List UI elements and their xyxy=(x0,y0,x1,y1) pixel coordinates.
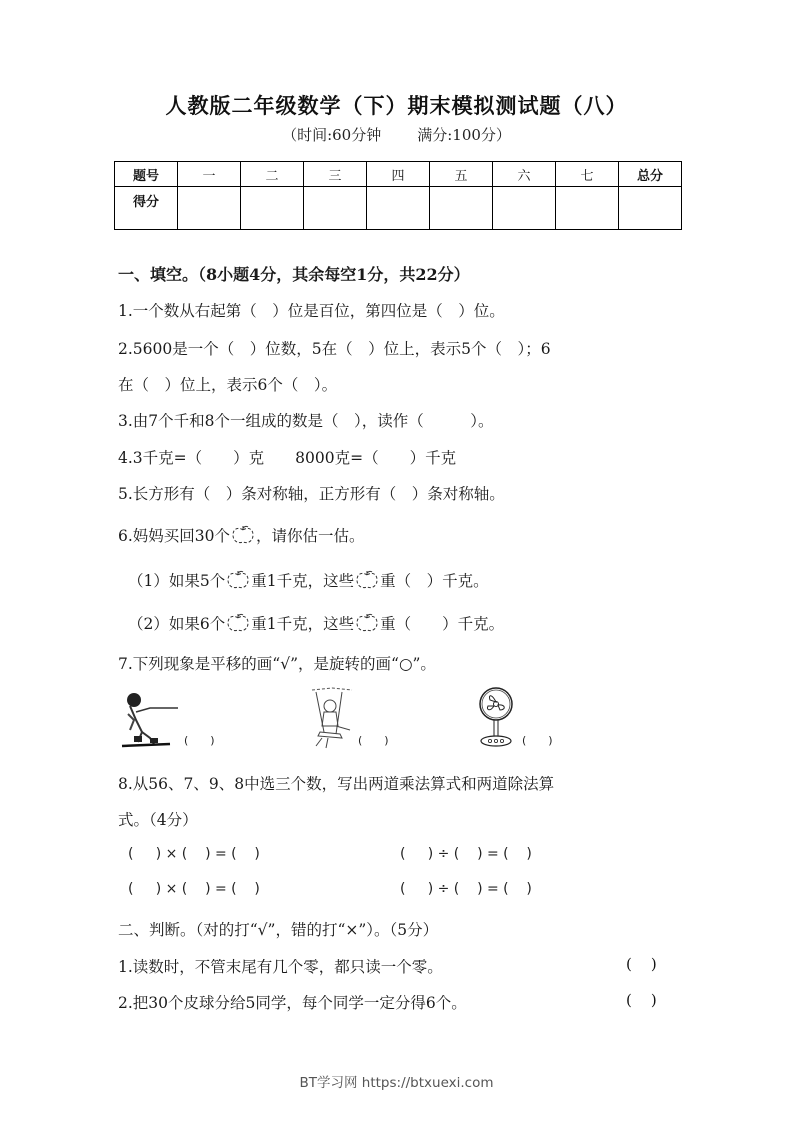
q6-sub1-a: （1）如果5个 xyxy=(128,572,226,590)
score-table-col: 六 xyxy=(493,162,556,187)
question-1-1: 1.一个数从右起第（ ）位是百位，第四位是（ ）位。 xyxy=(118,302,505,320)
score-cell[interactable] xyxy=(430,187,493,230)
multiplication-equation-2[interactable]: ( ) × ( ) = ( ) xyxy=(128,881,260,897)
question-1-6 xyxy=(118,524,365,546)
section2-heading: 二、判断。（对的打“√”，错的打“×”）。（5分） xyxy=(118,921,439,939)
apple-icon xyxy=(225,613,251,633)
score-cell[interactable] xyxy=(178,187,241,230)
q6-sub2-c: 重（ ）千克。 xyxy=(380,615,505,633)
score-cell[interactable] xyxy=(619,187,682,230)
section1-heading: 一、填空。（8小题4分，其余每空1分，共22分） xyxy=(118,265,470,284)
score-cell[interactable] xyxy=(367,187,430,230)
score-table-col: 一 xyxy=(178,162,241,187)
score-table-col: 七 xyxy=(556,162,619,187)
division-equation-2[interactable]: ( ) ÷ ( ) = ( ) xyxy=(400,881,532,897)
question-1-6-sub1 xyxy=(128,569,489,591)
multiplication-equation-1[interactable]: ( ) × ( ) = ( ) xyxy=(128,846,260,862)
time-limit: （时间:60分钟 xyxy=(282,126,382,144)
footer-watermark: BT学习网 https://btxuexi.com xyxy=(299,1075,494,1091)
question-1-4: 4.3千克=（ ）克 8000克=（ ）千克 xyxy=(118,449,457,467)
question-2-1: 1.读数时，不管末尾有几个零，都只读一个零。 xyxy=(118,958,443,976)
exam-info xyxy=(0,124,793,145)
question-1-8-line2: 式。（4分） xyxy=(118,811,198,829)
score-cell[interactable] xyxy=(304,187,367,230)
question-1-2-line2: 在（ ）位上，表示6个（ ）。 xyxy=(118,376,338,394)
q6-text-after: ，请你估一估。 xyxy=(256,527,365,545)
division-equation-1[interactable]: ( ) ÷ ( ) = ( ) xyxy=(400,846,532,862)
score-table-col-total: 总分 xyxy=(619,162,682,187)
score-table-score-row xyxy=(115,187,682,230)
apple-icon xyxy=(225,570,251,590)
apple-icon xyxy=(354,570,380,590)
q6-sub1-c: 重（ ）千克。 xyxy=(380,572,489,590)
score-cell[interactable] xyxy=(493,187,556,230)
q6-text-before: 6.妈妈买回30个 xyxy=(118,527,231,545)
question-1-8-line1: 8.从56、7、9、8中选三个数，写出两道乘法算式和两道除法算 xyxy=(118,775,555,793)
question-2-2: 2.把30个皮球分给5同学，每个同学一定分得6个。 xyxy=(118,994,467,1012)
question-1-5: 5.长方形有（ ）条对称轴，正方形有（ ）条对称轴。 xyxy=(118,485,505,503)
question-1-2-line1: 2.5600是一个（ ）位数，5在（ ）位上，表示5个（ ）；6 xyxy=(118,340,551,358)
q6-sub1-b: 重1千克，这些 xyxy=(251,572,355,590)
score-table-col: 三 xyxy=(304,162,367,187)
question-1-3: 3.由7个千和8个一组成的数是（ ），读作（ ）。 xyxy=(118,412,494,430)
question-1-7: 7.下列现象是平移的画“√”，是旋转的画“○”。 xyxy=(118,655,436,673)
q7-answer-1[interactable]: ( ) xyxy=(184,734,215,747)
q6-sub2-a: （2）如果6个 xyxy=(128,615,226,633)
score-table-label-number: 题号 xyxy=(115,162,178,187)
judge-answer-1[interactable]: ( ) xyxy=(626,955,657,973)
full-score: 满分:100分） xyxy=(417,126,511,144)
score-cell[interactable] xyxy=(241,187,304,230)
score-table-col: 四 xyxy=(367,162,430,187)
apple-icon xyxy=(230,525,256,545)
q7-answer-2[interactable]: ( ) xyxy=(358,734,389,747)
score-table-label-score: 得分 xyxy=(115,187,178,230)
score-table-col: 二 xyxy=(241,162,304,187)
q7-pictures xyxy=(118,686,678,752)
score-table xyxy=(114,161,682,230)
score-table-header-row xyxy=(115,162,682,187)
fan-icon xyxy=(474,686,524,750)
page-title: 人教版二年级数学（下）期末模拟测试题（八） xyxy=(165,93,628,118)
q7-answer-3[interactable]: ( ) xyxy=(522,734,553,747)
score-cell[interactable] xyxy=(556,187,619,230)
judge-answer-2[interactable]: ( ) xyxy=(626,991,657,1009)
skier-icon xyxy=(120,686,184,750)
question-1-6-sub2 xyxy=(128,612,504,634)
score-table-col: 五 xyxy=(430,162,493,187)
q6-sub2-b: 重1千克，这些 xyxy=(251,615,355,633)
apple-icon xyxy=(354,613,380,633)
